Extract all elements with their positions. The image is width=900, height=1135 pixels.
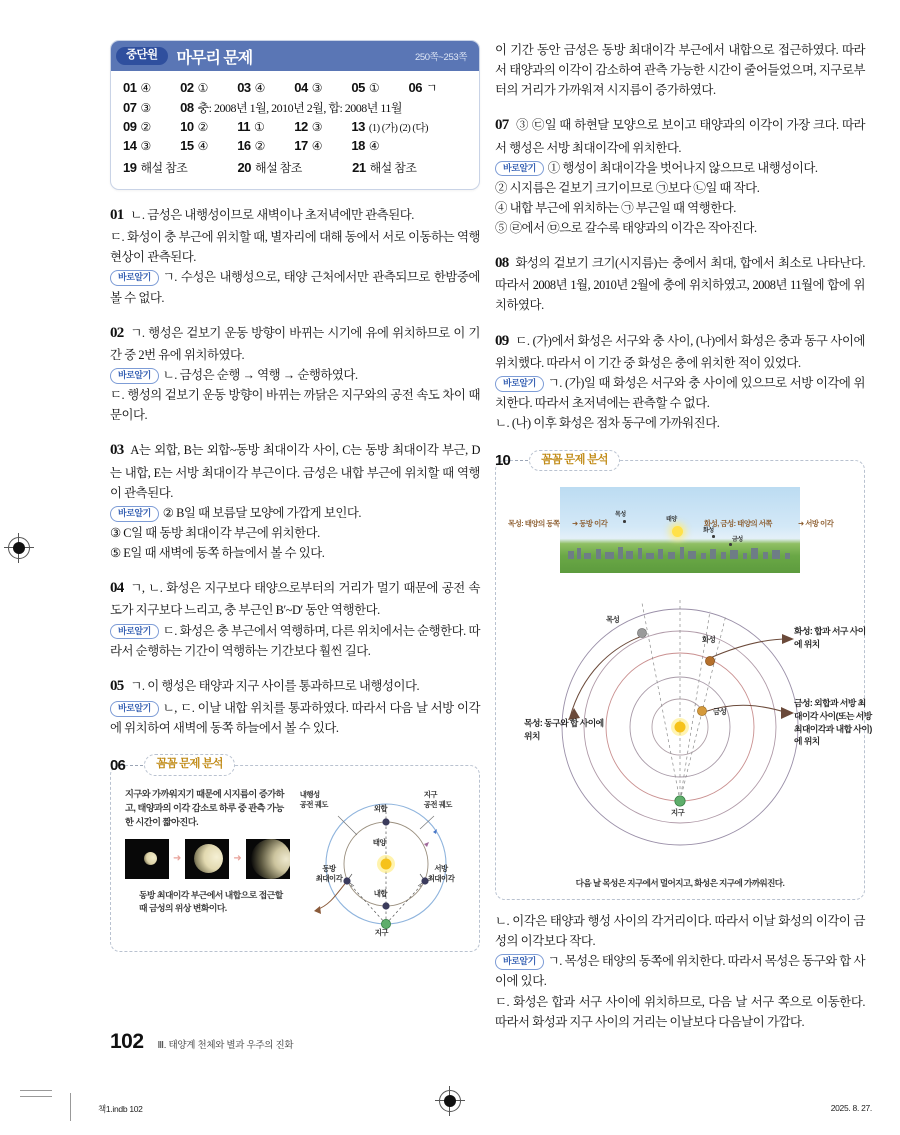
- sky-note-mars-venus-right: 화성, 금성: 태양의 서쪽: [704, 519, 772, 529]
- sky-label-mars: 화성: [703, 528, 714, 535]
- answer-number: 20: [237, 160, 252, 175]
- mars-marker: [712, 535, 715, 538]
- solution-text: ㄱ. 이 행성은 태양과 지구 사이를 통과하므로 내행성이다.: [130, 678, 420, 693]
- answer-number: 16: [237, 138, 251, 153]
- page-number: 102: [110, 1030, 144, 1053]
- answer-value: ②: [140, 120, 151, 134]
- figure-06-caption-bottom: 동방 최대이각 부근에서 내합으로 접근할 때 금성의 위상 변화이다.: [139, 889, 283, 913]
- solution-text: ㄷ. 화성은 충 부근에서 역행하며, 다른 위치에서는 순행한다. 따라서 순행하는 기간이 역행하는 기간보다 훨씬 길다.: [110, 623, 480, 658]
- orbit-label-earth: 지구: [671, 808, 685, 818]
- city-skyline: [560, 547, 800, 559]
- solution-10-notes: [495, 911, 865, 1032]
- question-number: 04: [110, 580, 124, 597]
- baroalgi-badge: 바로알기: [110, 368, 159, 384]
- solution-text: ⑤ E일 때 새벽에 동쪽 하늘에서 볼 수 있다.: [110, 546, 325, 561]
- answer-number: 02: [180, 80, 194, 95]
- solution-text: ③ ㉢일 때 하현달 모양으로 보이고 태양과의 이각이 가장 크다. 따라서 행성은 서방 최대이각에 위치한다.: [495, 118, 865, 155]
- solution-text: ㄷ. 화성이 충 부근에 위치할 때, 별자리에 대해 동에서 서로 이동하는 역행 현상이 관측된다.: [110, 230, 480, 265]
- answer-value: 해설 참조: [140, 161, 188, 175]
- answer-number: 01: [123, 80, 137, 95]
- answer-number: 09: [123, 119, 137, 134]
- solution-01: [110, 203, 480, 308]
- solution-text: ㄱ. 목성은 태양의 동쪽에 위치한다. 따라서 목성은 동구와 합 사이에 있다.: [495, 954, 865, 989]
- answer-number: 06: [408, 80, 422, 95]
- right-column: [495, 40, 872, 1032]
- solution-text: ㄴ. 금성은 순행 → 역행 → 순행하였다.: [162, 368, 358, 383]
- baroalgi-badge: 바로알기: [110, 506, 159, 522]
- answer-value: ③: [311, 120, 323, 134]
- answer-value: ③: [140, 139, 151, 153]
- figure-06-left: [121, 786, 290, 941]
- solution-text: ㄴ. 이각은 태양과 행성 사이의 각거리이다. 따라서 이날 화성의 이각이 금성의 이각보다 작다.: [495, 914, 865, 949]
- answer-value: ②: [254, 139, 265, 153]
- question-number: 06: [110, 756, 126, 774]
- question-number: 07: [495, 117, 509, 134]
- answer-number: 15: [180, 138, 194, 153]
- answer-key-title: 마무리 문제: [176, 49, 253, 67]
- crop-mark-vertical: [70, 1093, 71, 1121]
- answer-number: 03: [237, 80, 251, 95]
- jupiter-marker: [623, 520, 626, 523]
- answer-number: 12: [294, 119, 308, 134]
- figure-06-orbit-diagram: 내행성 공전 궤도 지구 공전 궤도 외합 태양 동방 최대이각 서방 최대이각 내합 지구: [294, 786, 472, 941]
- orbit-note-venus: 금성: 외합과 서방 최대이각 사이(또는 서방 최대이각과 내합 사이)에 위치: [794, 698, 872, 747]
- answer-number: 21: [352, 160, 366, 175]
- baroalgi-badge: 바로알기: [495, 161, 544, 177]
- answer-number: 19: [123, 160, 137, 175]
- answer-number: 18: [351, 138, 365, 153]
- analysis-box-06: [110, 754, 480, 952]
- solution-text: ㄱ. (가)일 때 화성은 서구와 충 사이에 있으므로 서방 이각에 위치한다. 따라서 초저녁에는 관측할 수 없다.: [495, 375, 865, 411]
- answer-number: 07: [123, 100, 137, 115]
- orbit-label-venus: 금성: [713, 707, 727, 717]
- sky-photo: [560, 487, 800, 573]
- orbit-label-jupiter: 목성: [606, 615, 620, 625]
- answer-number: 05: [351, 80, 365, 95]
- solution-07: [495, 113, 865, 238]
- question-number: 05: [110, 677, 124, 694]
- figure-10-caption: 다음 날 목성은 지구에서 멀어지고, 화성은 지구에 가까워진다.: [575, 878, 785, 889]
- solution-text: ② 시지름은 겉보기 크기이므로 ㉠보다 ㉡일 때 작다.: [495, 180, 760, 195]
- answer-value: ㄱ: [425, 81, 438, 95]
- solution-text: ㄱ, ㄴ. 화성은 지구보다 태양으로부터의 거리가 멀기 때문에 공전 속도가 지구보다 느리고, 충 부근인 B′~D′ 동안 역행한다.: [110, 581, 480, 618]
- answer-value: ④: [140, 81, 151, 95]
- answer-value: 해설 참조: [369, 161, 417, 175]
- answer-row: [123, 79, 467, 96]
- question-number: 03: [110, 442, 124, 459]
- solution-text: ㄴ. 금성은 내행성이므로 새벽이나 초저녁에만 관측된다.: [130, 208, 414, 222]
- solution-03: [110, 438, 480, 563]
- baroalgi-badge: 바로알기: [495, 954, 544, 970]
- answer-key-body: [111, 71, 479, 189]
- answer-key-page-range: 250쪽~253쪽: [414, 52, 467, 63]
- answer-number: 17: [294, 138, 308, 153]
- solution-text: ① 행성이 최대이각을 벗어나지 않으므로 내행성이다.: [547, 160, 818, 175]
- baroalgi-badge: 바로알기: [110, 270, 159, 286]
- sun-marker: [672, 526, 683, 537]
- answer-value: ④: [197, 139, 208, 153]
- solution-text: ⑤ ㉣에서 ㉤으로 갈수록 태양과의 이각은 작아진다.: [495, 220, 757, 235]
- page-footer: [110, 1030, 293, 1054]
- question-number: 01: [110, 207, 124, 223]
- crop-mark-line-1: [20, 1090, 52, 1091]
- answer-number: 13: [351, 119, 365, 134]
- answer-number: 11: [237, 119, 250, 134]
- answer-row: [123, 159, 467, 176]
- print-date: 2025. 8. 27.: [830, 1103, 872, 1113]
- solution-text: ③ C일 때 동방 최대이각 부근에 위치한다.: [110, 525, 320, 540]
- print-filename: 책1.indb 102: [98, 1104, 143, 1114]
- solution-text: ㄷ. (가)에서 화성은 서구와 충 사이, (나)에서 화성은 충과 동구 사이에 위치했다. 따라서 이 기간 중 화성은 충에 위치한 적이 있었다.: [495, 333, 865, 370]
- solution-text: ㄱ. 행성은 겉보기 운동 방향이 바뀌는 시기에 유에 위치하므로 이 기간 중 2번 유에 위치하였다.: [110, 325, 480, 362]
- answer-value: ①: [253, 120, 265, 134]
- analysis-content-06: [110, 765, 480, 952]
- orbit-label-mars: 화성: [702, 635, 716, 645]
- venus-phase-sequence: [125, 839, 290, 879]
- solution-08: [495, 251, 865, 315]
- answer-number: 10: [180, 119, 194, 134]
- solution-text: ㄴ. (나) 이후 화성은 점차 동구에 가까워진다.: [495, 416, 720, 431]
- answer-value: ①: [368, 81, 380, 95]
- figure-06: [121, 786, 469, 941]
- venus-phase-image-3: [246, 839, 290, 879]
- left-column: [110, 40, 480, 952]
- solution-text: ㄱ. 수성은 내행성으로, 태양 근처에서만 관측되므로 한밤중에 볼 수 없다.: [110, 270, 480, 305]
- analysis-tag: 꼼꼼 문제 분석: [529, 450, 620, 471]
- answer-row: [123, 119, 467, 135]
- answer-value: 해설 참조: [255, 161, 302, 175]
- orbit-note-jupiter: 목성: 동구와 합 사이에 위치: [524, 718, 604, 741]
- connector-dash: [130, 765, 143, 766]
- answer-key-box: [110, 40, 480, 190]
- analysis-content-10: [495, 460, 872, 900]
- figure-06-caption-top: 지구와 가까워지기 때문에 시지름이 증가하고, 태양과의 이각 감소로 하루 중 관측 가능한 시간이 짧아진다.: [125, 789, 284, 827]
- answer-value: ①: [197, 81, 208, 95]
- solution-04: [110, 576, 480, 661]
- answer-value: ③: [140, 101, 151, 115]
- answer-number: 04: [294, 80, 308, 95]
- sky-note-east-elongation: ➜ 동방 이각: [572, 519, 608, 529]
- registration-mark-bottom: [439, 1090, 461, 1112]
- solution-text: ㄴ, ㄷ. 이날 내합 위치를 통과하였다. 따라서 다음 날 서방 이각에 위치하여 새벽에 동쪽 하늘에서 볼 수 있다.: [110, 700, 480, 736]
- solution-text: 화성의 겉보기 크기(시지름)는 충에서 최대, 합에서 최소로 나타난다. 따라서 2008년 1월, 2010년 2월에 충에 위치하였고, 2008년 11월에 합에 위치하였다.: [495, 256, 865, 313]
- baroalgi-badge: 바로알기: [495, 376, 544, 392]
- continued-text: 이 기간 동안 금성은 동방 최대이각 부근에서 내합으로 접근하였다. 따라서 태양과의 이각이 감소하여 관측 가능한 시간이 줄어들었으며, 지구로부터의 거리가 가까워져 시지름이 증가하였다.: [495, 43, 865, 98]
- answer-value: ④: [311, 139, 323, 153]
- analysis-tag: 꼼꼼 문제 분석: [144, 754, 235, 775]
- answer-row: [123, 138, 467, 154]
- solution-02: [110, 321, 480, 426]
- sky-label-venus: 금성: [732, 537, 743, 544]
- question-number: 10: [495, 451, 511, 469]
- sky-label-sun: 태양: [666, 517, 677, 524]
- orbit-note-mars: 화성: 합과 서구 사이에 위치: [794, 626, 866, 649]
- solution-text: ㄷ. 화성은 합과 서구 사이에 위치하므로, 다음 날 서구 쪽으로 이동한다. 따라서 화성과 지구 사이의 거리는 이날보다 다음날이 가깝다.: [495, 994, 865, 1029]
- solution-text: ㄷ. 행성의 겉보기 운동 방향이 바뀌는 까닭은 지구와의 공전 속도 차이 때문이다.: [110, 388, 480, 423]
- arrow-icon: ➜: [233, 853, 242, 865]
- solution-text: ④ 내합 부근에 위치하는 ㉠ 부근일 때 역행한다.: [495, 200, 736, 215]
- analysis-box-10: [495, 449, 872, 900]
- figure-10-orbit-diagram: [506, 573, 872, 873]
- registration-mark-left: [8, 537, 30, 559]
- question-number: 09: [495, 332, 509, 349]
- answer-number: 14: [123, 138, 137, 153]
- sky-note-jupiter-left: 목성: 태양의 동쪽: [508, 519, 560, 529]
- unit-badge: 중단원: [116, 47, 168, 66]
- answer-value: ④: [368, 139, 380, 153]
- solution-05: [110, 674, 480, 738]
- sky-note-west-elongation: ➜ 서방 이각: [798, 519, 834, 529]
- chapter-title: Ⅲ. 태양계 천체와 별과 우주의 진화: [157, 1040, 294, 1051]
- answer-value: (1) (가) (2) (다): [368, 123, 428, 134]
- venus-phase-image-2: [185, 839, 229, 879]
- answer-row: [123, 99, 467, 116]
- analysis-header-06: [110, 754, 480, 776]
- question-number: 08: [495, 255, 509, 272]
- baroalgi-badge: 바로알기: [110, 624, 159, 640]
- solution-text: A는 외합, B는 외합~동방 최대이각 사이, C는 동방 최대이각 부근, D는 내합, E는 서방 최대이각 부근이다. 금성은 내합 부근에 위치할 때 역행이 관측된다.: [110, 443, 480, 500]
- answer-value: ③: [311, 81, 323, 95]
- baroalgi-badge: 바로알기: [110, 701, 159, 717]
- answer-value: ④: [254, 81, 265, 95]
- venus-marker: [729, 543, 732, 546]
- crop-mark-line-2: [20, 1096, 52, 1097]
- connector-dash: [515, 460, 528, 461]
- answer-number: 08: [180, 100, 194, 115]
- analysis-header-10: [495, 449, 865, 471]
- arrow-icon: ➜: [173, 853, 182, 865]
- venus-phase-image-1: [125, 839, 169, 879]
- solution-text: ② B일 때 보름달 모양에 가깝게 보인다.: [162, 505, 362, 520]
- question-number: 02: [110, 324, 124, 341]
- sky-label-jupiter: 목성: [615, 512, 626, 519]
- answer-value: ②: [197, 120, 208, 134]
- answer-key-header: [111, 41, 479, 71]
- answer-value: 충: 2008년 1월, 2010년 2월, 합: 2008년 11월: [197, 101, 403, 115]
- solution-09: [495, 329, 865, 434]
